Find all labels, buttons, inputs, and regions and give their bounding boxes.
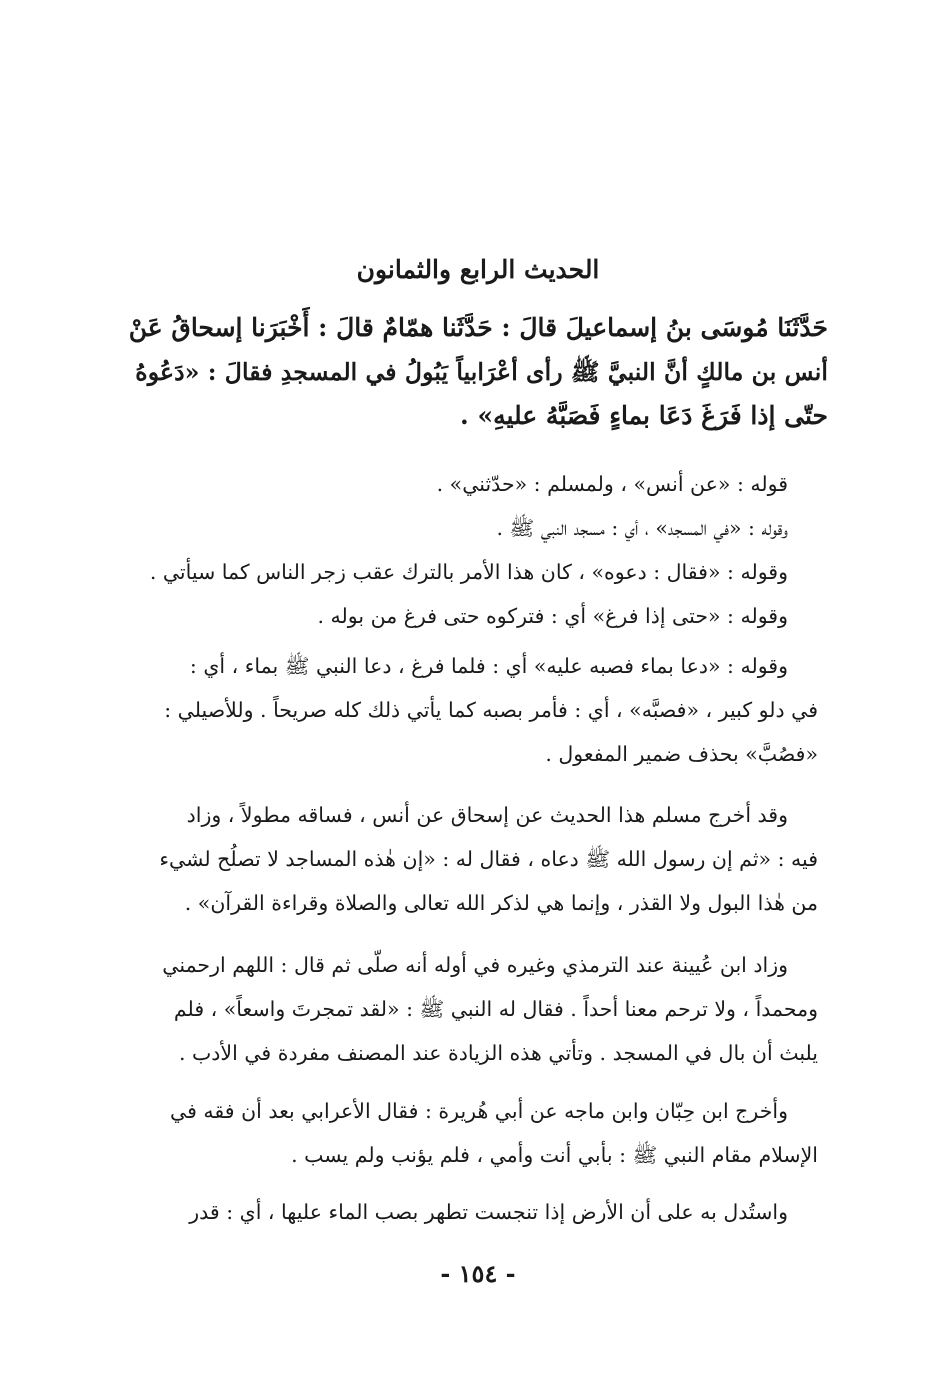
commentary-paragraph	[128, 793, 818, 925]
paragraph-line: ومحمداً ، ولا ترحم معنا أحداً . فقال له النبي ﷺ : «لقد تمجرتَ واسعاً» ، فلم	[173, 997, 818, 1021]
commentary-line: قوله : «عن أنس» ، ولمسلم : «حدّثني» .	[436, 472, 788, 496]
hadith-heading: الحديث الرابع والثمانون	[356, 255, 600, 284]
hadith-line: حَدَّثَنَا مُوسَى بنُ إسماعيلَ قالَ : حَدَّثَنا همّامٌ قالَ : أَخْبَرَنا إسحاقُ عَنْ	[128, 313, 828, 342]
paragraph-line: وأخرج ابن حِبّان وابن ماجه عن أبي هُريرة : فقال الأعرابي بعد أن فقه في	[170, 1099, 788, 1123]
hadith-line: أنس بن مالكٍ أنَّ النبيَّ ﷺ رأى أعْرَابياً يَبُولُ في المسجدِ فقالَ : «دَعُوهُ	[135, 358, 828, 386]
hadith-line: حتّى إذا فَرَغَ دَعَا بماءٍ فَصَبَّهُ عليهِ» .	[460, 401, 828, 430]
paragraph-line: يلبث أن بال في المسجد . وتأتي هذه الزيادة عند المصنف مفردة في الأدب .	[178, 1041, 818, 1065]
commentary-line: وقوله : «في المسجد» ، أي : مسجد النبي ﷺ .	[496, 516, 788, 540]
paragraph-line: فيه : «ثم إن رسول الله ﷺ دعاه ، فقال له : «إن هٰذه المساجد لا تصلُح لشيء	[159, 847, 818, 871]
commentary-paragraph	[128, 1089, 818, 1177]
paragraph-line: «فصُبَّ» بحذف ضمير المفعول .	[545, 742, 818, 766]
commentary-paragraph	[128, 943, 818, 1075]
commentary-line: وقوله : «فقال : دعوه» ، كان هذا الأمر بالترك عقب زجر الناس كما سيأتي .	[149, 560, 788, 584]
page-number: - ١٥٤ -	[440, 1259, 516, 1288]
commentary-paragraph	[128, 644, 818, 776]
hadith-text	[128, 306, 828, 438]
paragraph-line: في دلو كبير ، «فصبَّه» ، أي : فأمر بصبه كما يأتي ذلك كله صريحاً . وللأصيلي :	[164, 698, 818, 722]
paragraph-line: واستُدل به على أن الأرض إذا تنجست تطهر بصب الماء عليها ، أي : قدر	[189, 1200, 788, 1224]
paragraph-line: الإسلام مقام النبي ﷺ : بأبي أنت وأمي ، فلم يؤنب ولم يسب .	[291, 1143, 818, 1167]
paragraph-line: وقوله : «دعا بماء فصبه عليه» أي : فلما فرغ ، دعا النبي ﷺ بماء ، أي :	[189, 654, 788, 678]
paragraph-line: وقد أخرج مسلم هذا الحديث عن إسحاق عن أنس ، فساقه مطولاً ، وزاد	[186, 803, 788, 827]
paragraph-line: وزاد ابن عُيينة عند الترمذي وغيره في أوله أنه صلّى ثم قال : اللهم ارحمني	[162, 953, 788, 977]
commentary-line: وقوله : «حتى إذا فرغ» أي : فتركوه حتى فرغ من بوله .	[317, 604, 788, 628]
commentary-paragraph	[128, 1190, 818, 1234]
commentary-short-lines	[128, 462, 818, 638]
paragraph-line: من هٰذا البول ولا القذر ، وإنما هي لذكر الله تعالى والصلاة وقراءة القرآن» .	[184, 891, 818, 915]
